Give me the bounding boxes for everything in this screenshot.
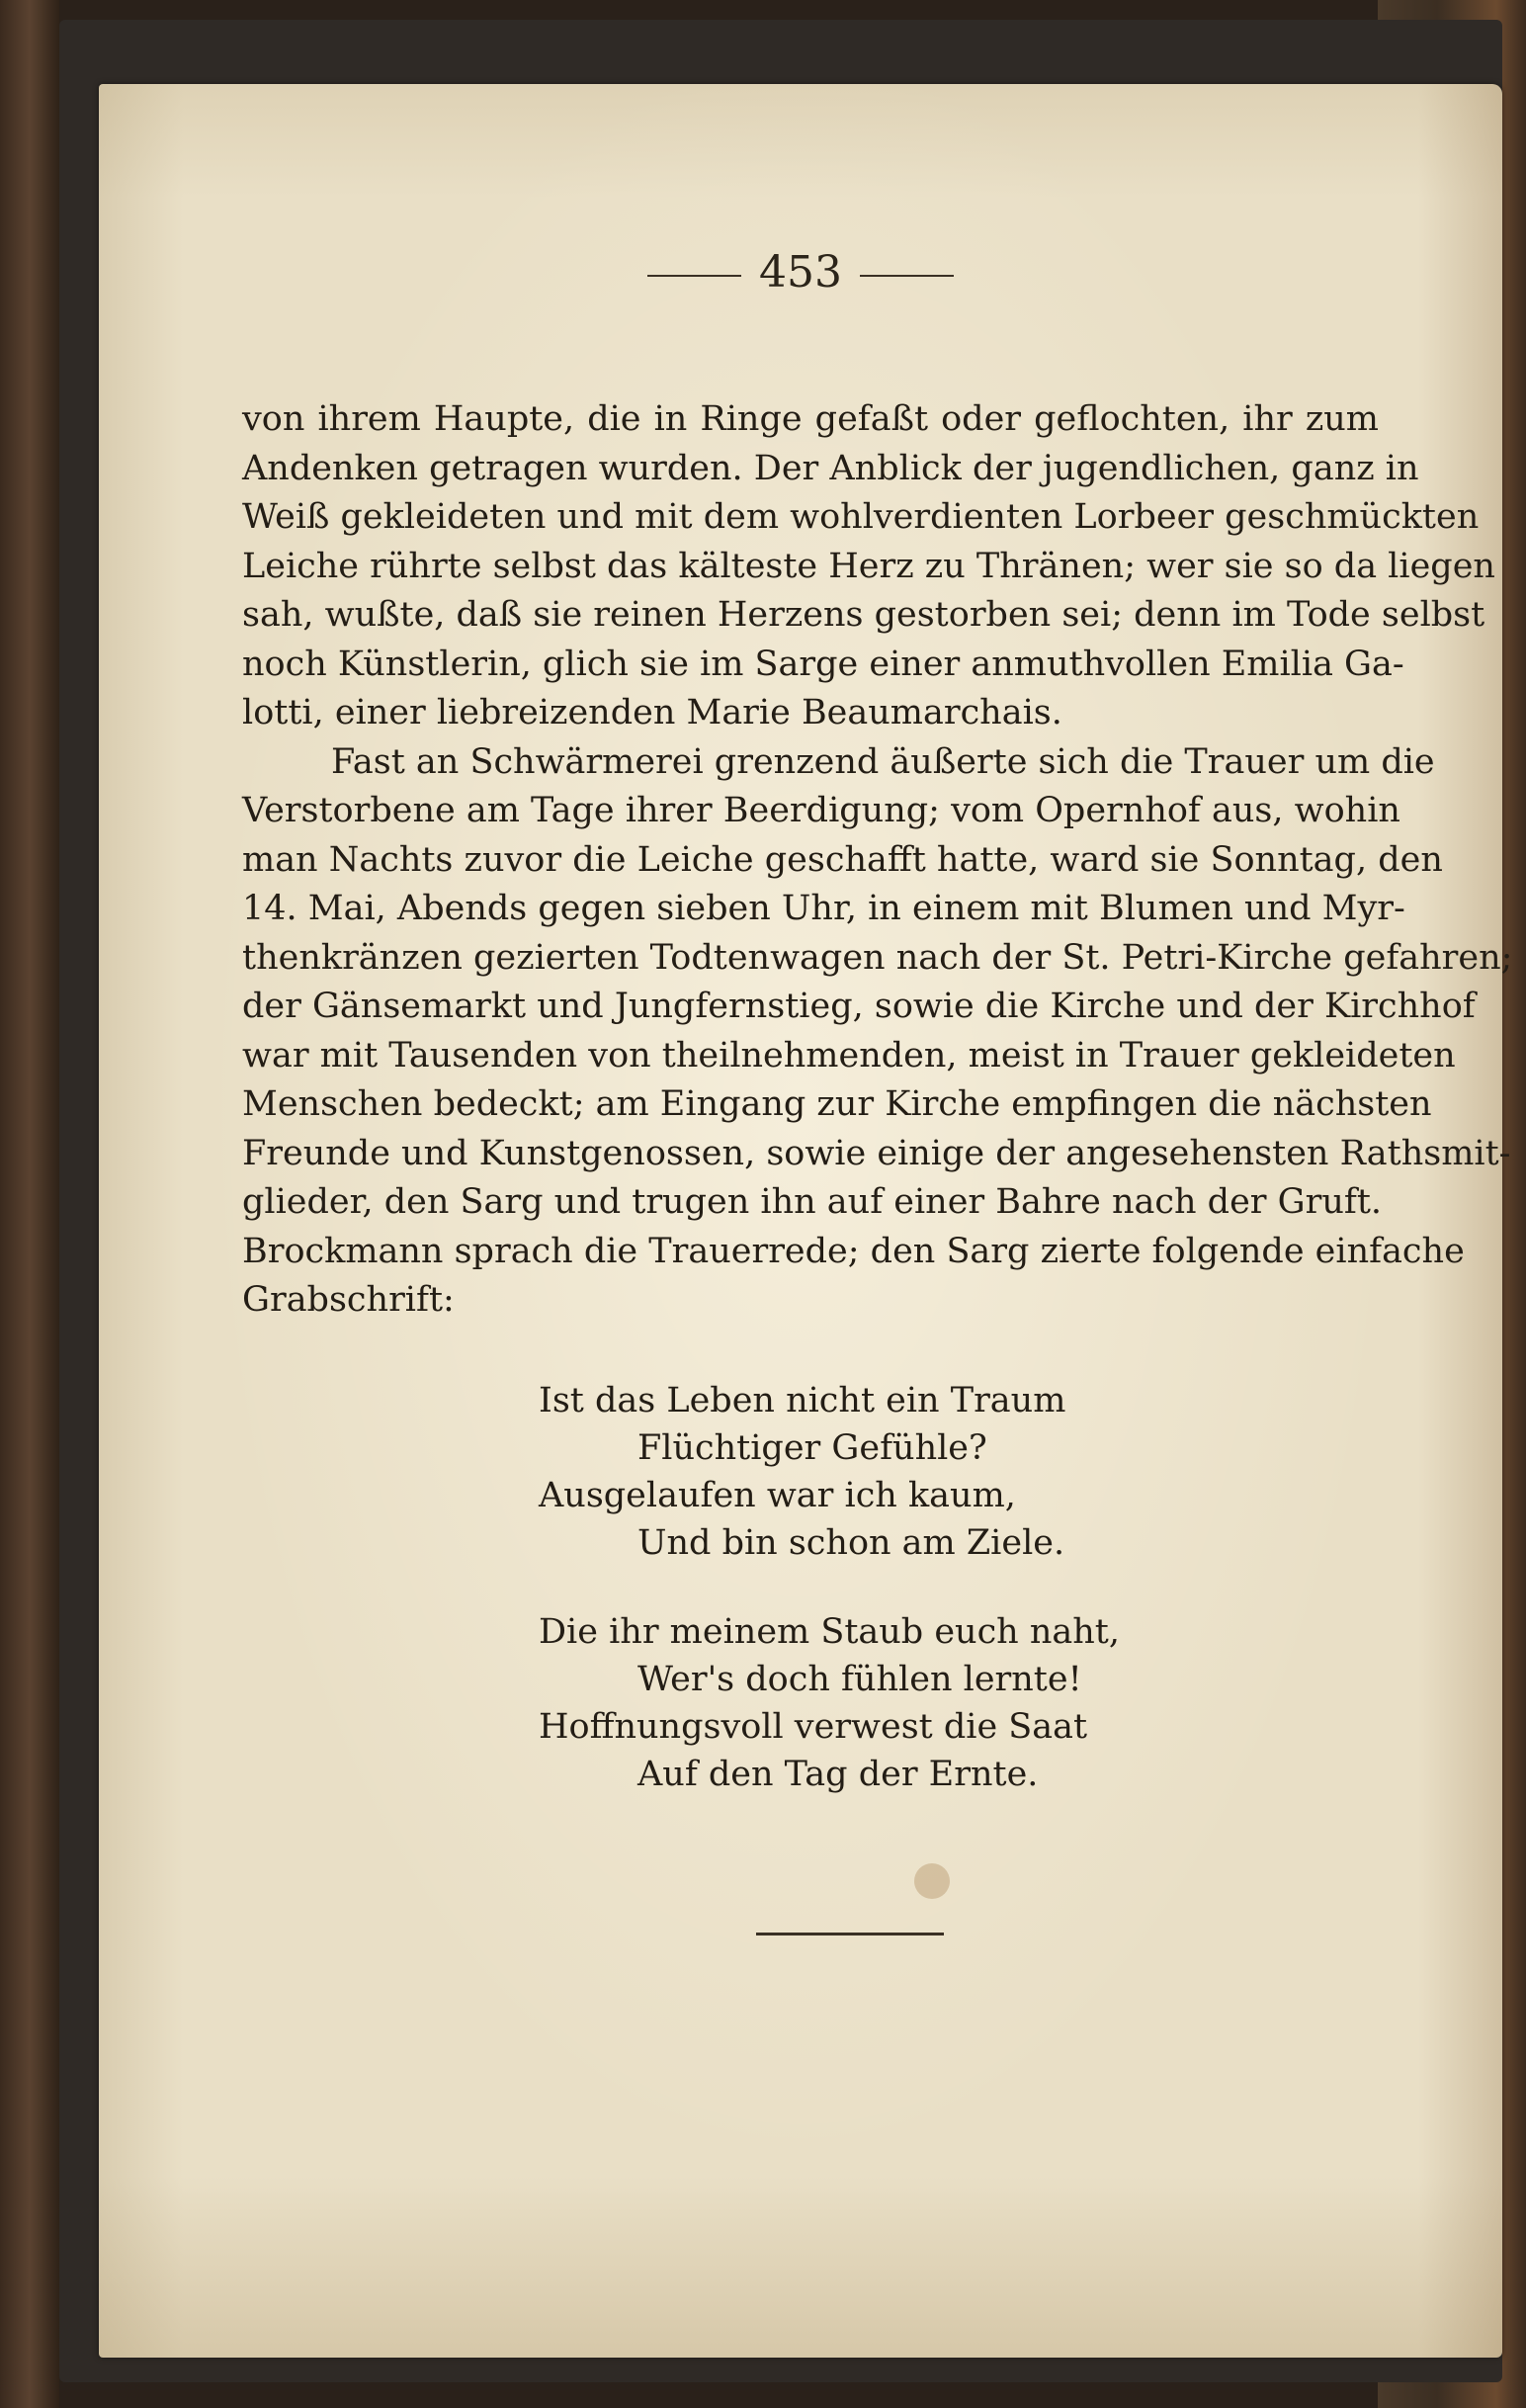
text-line: glieder, den Sarg und trugen ihn auf einer Bahre nach der Gruft. — [242, 1182, 1383, 1222]
page-number: 453 — [759, 247, 842, 298]
poem-line: Wer's doch fühlen lernte! — [637, 1660, 1082, 1699]
poem-line: Auf den Tag der Ernte. — [637, 1755, 1039, 1794]
body-text — [242, 395, 1513, 1326]
text-line: noch Künstlerin, glich sie im Sarge einer anmuthvollen Emilia Ga- — [242, 644, 1404, 684]
poem-line: Flüchtiger Gefühle? — [637, 1428, 987, 1468]
text-line: thenkränzen gezierten Todtenwagen nach der St. Petri-Kirche gefahren; — [242, 937, 1513, 978]
poem-stanza — [539, 1608, 1230, 1798]
text-line: Freunde und Kunstgenossen, sowie einige der angesehensten Rathsmit- — [242, 1133, 1511, 1173]
text-line: Grabschrift: — [242, 1280, 455, 1320]
text-line: Weiß gekleideten und mit dem wohlverdienten Lorbeer geschmückten — [242, 497, 1480, 537]
paragraph — [242, 395, 1495, 738]
text-line: Brockmann sprach die Trauerrede; den Sarg zierte folgende einfache — [242, 1231, 1465, 1271]
book-spine — [0, 0, 59, 2408]
text-line: Verstorbene am Tage ihrer Beerdigung; vom Opernhof aus, wohin — [242, 791, 1400, 830]
text-line: Andenken getragen wurden. Der Anblick der jugendlichen, ganz in — [242, 448, 1419, 488]
poem-line: Ist das Leben nicht ein Traum — [539, 1381, 1066, 1420]
text-line: von ihrem Haupte, die in Ringe gefaßt oder geflochten, ihr zum — [242, 399, 1379, 439]
text-line: 14. Mai, Abends gegen sieben Uhr, in einem mit Blumen und Myr- — [242, 889, 1405, 928]
text-line: lotti, einer liebreizenden Marie Beaumarchais. — [242, 693, 1062, 732]
closing-rule — [756, 1933, 944, 1935]
page-header — [99, 247, 1502, 298]
text-line: Leiche rührte selbst das kälteste Herz zu Thränen; wer sie so da liegen — [242, 546, 1495, 586]
text-line: sah, wußte, daß sie reinen Herzens gestorben sei; denn im Tode selbst — [242, 595, 1485, 635]
header-rule-right — [860, 275, 954, 277]
poem-line: Die ihr meinem Staub euch naht, — [539, 1612, 1120, 1652]
epitaph-poem — [539, 1377, 1230, 1840]
poem-stanza — [539, 1377, 1230, 1567]
paragraph — [242, 738, 1513, 1326]
text-line: Menschen bedeckt; am Eingang zur Kirche empfingen die nächsten — [242, 1084, 1432, 1124]
book-page — [99, 84, 1513, 2358]
text-line: Fast an Schwärmerei grenzend äußerte sich die Trauer um die — [331, 741, 1435, 782]
paper-stain — [914, 1863, 950, 1899]
header-rule-left — [647, 275, 741, 277]
cover-board — [59, 20, 1513, 2382]
text-line: war mit Tausenden von theilnehmenden, meist in Trauer gekleideten — [242, 1035, 1456, 1075]
poem-line: Hoffnungsvoll verwest die Saat — [539, 1707, 1088, 1747]
poem-line: Ausgelaufen war ich kaum, — [539, 1476, 1016, 1515]
poem-line: Und bin schon am Ziele. — [637, 1523, 1065, 1563]
text-line: man Nachts zuvor die Leiche geschafft hatte, ward sie Sonntag, den — [242, 839, 1443, 880]
text-line: der Gänsemarkt und Jungfernstieg, sowie die Kirche und der Kirchhof — [242, 987, 1476, 1026]
